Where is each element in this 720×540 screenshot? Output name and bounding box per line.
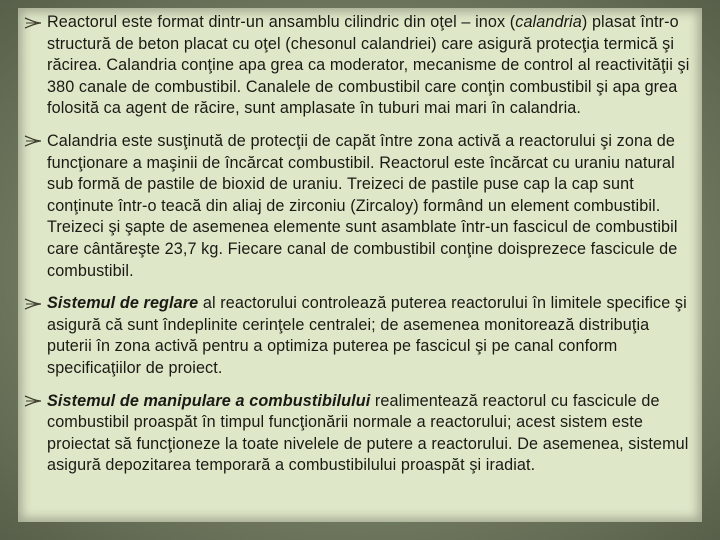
bullet-icon [23, 131, 43, 152]
text-segment: al reactorului controlează puterea reactorului în limitele specifice şi asigură că sunt îndeplinite cerinţele centralei; de asemenea monitorează distribuţia puterii în zona activă pentru a optimiza puterea pe fascicul şi pe canal conform specificaţiilor de proiect. [47, 294, 687, 377]
paragraph-text [47, 293, 702, 379]
paragraph-text [47, 12, 702, 120]
bullet-icon [23, 391, 43, 412]
bullet-icon [23, 12, 43, 33]
bullet-icon [23, 293, 43, 314]
bullet-list [22, 12, 702, 488]
text-segment-italic: calandria [515, 13, 582, 31]
list-item [22, 12, 702, 120]
list-item [22, 391, 702, 477]
text-segment: Calandria este susţinută de protecţii de capăt între zona activă a reactorului şi zona de funcţionare a maşinii de încărcat combustibil. Reactorul este încărcat cu uraniu natural sub formă de pastile de bioxid de uraniu. Treizeci de pastile puse cap la cap sunt conţinute într-o teacă din aliaj de zirconiu (Zircaloy) formând un element combustibil. Treizeci şi şapte de asemenea elemente sunt asamblate într-un fascicul de combustibil care cântăreşte 23,7 kg. Fiecare canal de combustibil conţine doisprezece fascicule de combustibil. [47, 131, 678, 280]
list-item [22, 293, 702, 379]
list-item [22, 131, 702, 282]
text-segment-bold-italic: Sistemul de reglare [47, 294, 199, 313]
text-segment: ) plasat într-o structură de beton placat cu oţel (chesonul calandriei) care asigură protecţia termică şi răcirea. Calandria conţine apa grea ca moderator, mecanisme de control al reactivităţii şi 380 canale de combustibil. Canalele de combustibil care conţin combustibil şi apa grea folosită ca agent de răcire, sunt amplasate în tuburi mai mari în calandria. [47, 13, 690, 118]
text-segment-bold-italic: Sistemul de manipulare a combustibilului [47, 391, 371, 410]
paragraph-text [47, 391, 702, 477]
text-segment: Reactorul este format dintr-un ansamblu cilindric din oţel – inox ( [47, 13, 516, 31]
text-segment: realimentează reactorul cu fascicule de combustibil proaspăt în timpul funcţionării normale a reactorului; acest sistem este proiectat să funcţioneze la toate nivelele de putere a reactorului. De asemenea, sistemul asigură depozitarea temporară a combustibilului proaspăt şi iradiat. [47, 391, 689, 475]
paragraph-text [47, 131, 702, 282]
